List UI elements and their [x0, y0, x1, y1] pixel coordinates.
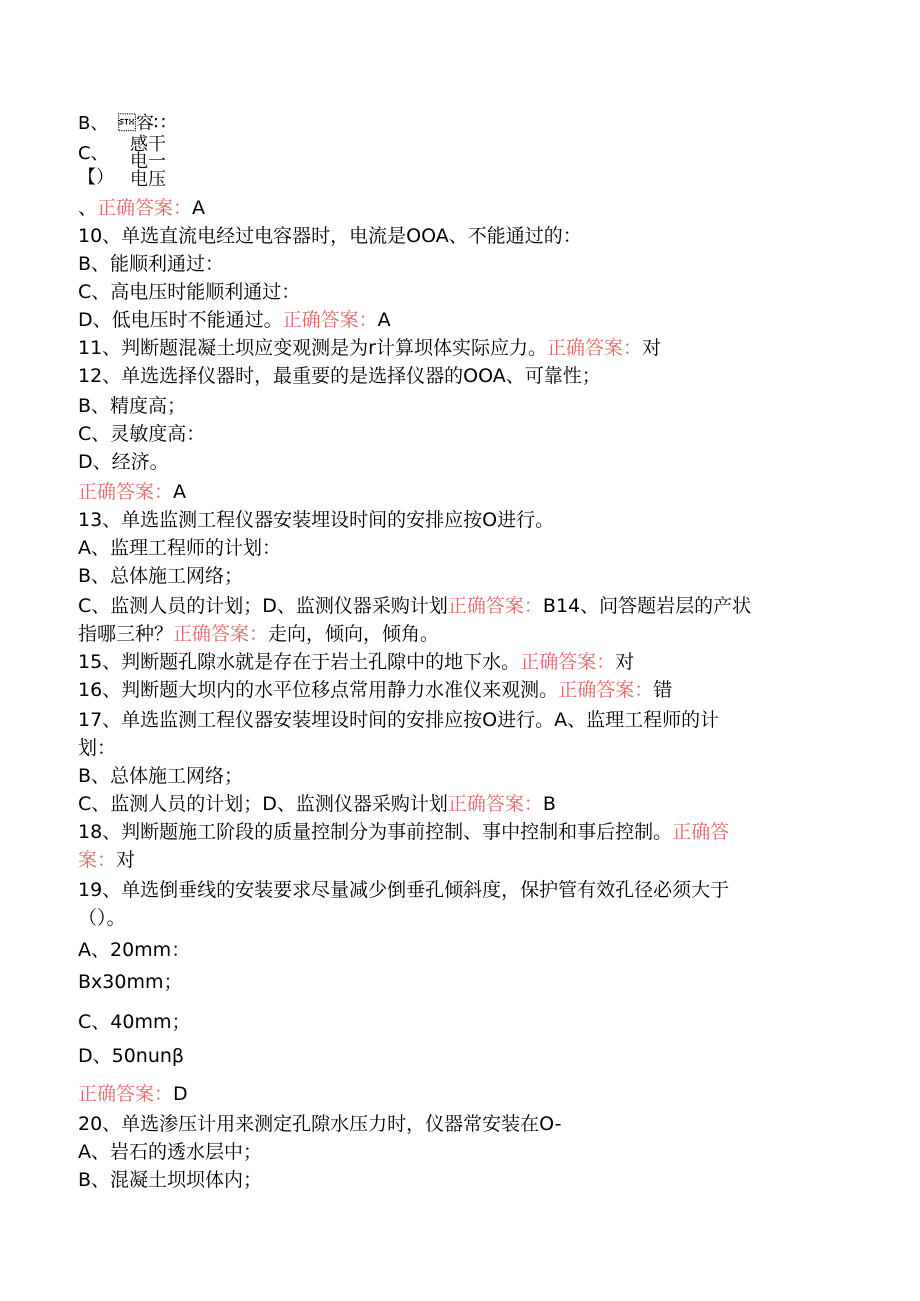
fragment-text: 电压	[130, 169, 166, 190]
question-11: 11、判断题混凝土坝应变观测是为r计算坝体实际应力。正确答案：对	[78, 337, 662, 359]
question-13: 13、单选监测工程仪器安装埋设时间的安排应按O进行。	[78, 509, 555, 531]
option-line: B、能顺利通过：	[78, 253, 225, 275]
option-c-label: C、	[78, 143, 109, 164]
option-line: C、灵敏度高：	[78, 423, 206, 445]
option-line: B、精度高；	[78, 395, 187, 417]
question-17: 17、单选监测工程仪器安装埋设时间的安排应按O进行。A、监理工程师的计	[78, 709, 720, 731]
fragment-text: 电一	[130, 151, 166, 172]
option-line: C、监测人员的计划；D、监测仪器采购计划正确答案：B14、问答题岩层的产状	[78, 595, 752, 617]
option-line: D、50nunβ	[78, 1045, 185, 1067]
option-line: A、监理工程师的计划：	[78, 537, 281, 559]
fragment-text: 容∷	[118, 113, 166, 134]
question-19: 19、单选倒垂线的安装要求尽量减少倒垂孔倾斜度，保护管有效孔径必须大于	[78, 879, 730, 901]
question-17-cont: 划：	[78, 737, 117, 759]
option-line: C、监测人员的计划；D、监测仪器采购计划正确答案：B	[78, 793, 556, 815]
question-15: 15、判断题孔隙水就是存在于岩土孔隙中的地下水。正确答案：对	[78, 651, 635, 673]
question-16: 16、判断题大坝内的水平位移点常用静力水准仪来观测。正确答案：错	[78, 679, 673, 701]
option-line: B、总体施工网络；	[78, 765, 244, 787]
question-18-cont: 案：对	[78, 849, 136, 871]
option-b-label: B、	[78, 113, 109, 134]
option-line: B、混凝土坝坝体内；	[78, 1169, 263, 1191]
option-line: C、40mm；	[78, 1011, 191, 1033]
bracket-mark: 【）	[78, 167, 114, 188]
question-10: 10、单选直流电经过电容器时，电流是OOA、不能通过的：	[78, 225, 582, 247]
answer-line: 正确答案：A	[78, 481, 187, 503]
fragment-text: 感干	[130, 134, 166, 155]
option-line: A、20mm：	[78, 939, 191, 961]
question-14-cont: 指哪三种？正确答案：走向，倾向，倾角。	[78, 623, 440, 645]
answer-line: 正确答案：D	[78, 1083, 188, 1105]
answer-line: 、正确答案：A	[78, 197, 206, 219]
question-19-cont: （）。	[78, 907, 126, 929]
option-line: A、岩石的透水层中；	[78, 1141, 262, 1163]
option-line: B、总体施工网络；	[78, 565, 244, 587]
question-18: 18、判断题施工阶段的质量控制分为事前控制、事中控制和事后控制。正确答	[78, 821, 730, 843]
option-line: D、经济。	[78, 451, 169, 473]
option-line: Bx30mm；	[78, 971, 183, 993]
question-20: 20、单选渗压计用来测定孔隙水压力时，仪器常安装在O-	[78, 1113, 562, 1135]
option-line: D、低电压时不能通过。正确答案：A	[78, 309, 391, 331]
option-line: C、高电压时能顺利通过：	[78, 281, 301, 303]
question-12: 12、单选选择仪器时，最重要的是选择仪器的OOA、可靠性；	[78, 365, 601, 387]
